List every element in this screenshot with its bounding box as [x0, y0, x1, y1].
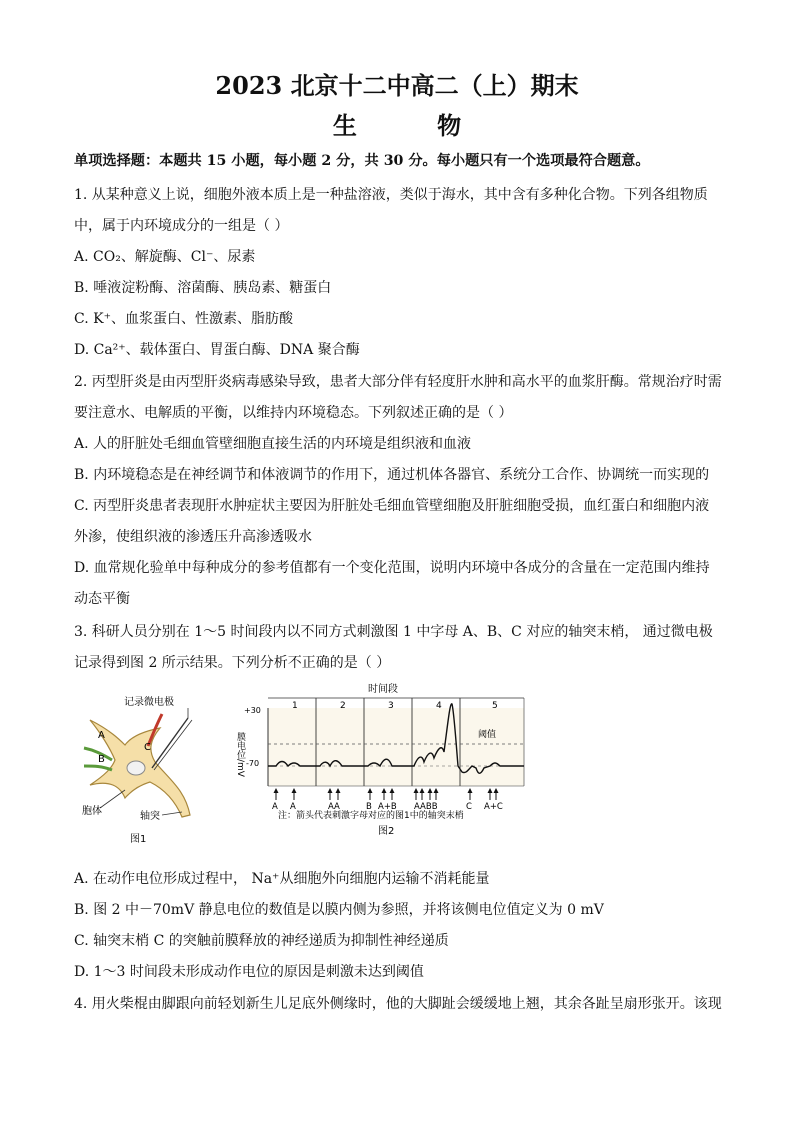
stimulus-label: A	[272, 802, 278, 812]
stimulus-arrow-head	[390, 788, 395, 793]
figure2-caption: 图2	[378, 826, 395, 837]
y-axis-label: 膜电位/mV	[235, 732, 245, 777]
q2-option-c-line2: 外渗，使组织液的渗透压升高渗透吸水	[74, 529, 312, 545]
stimulus-arrow-head	[336, 788, 341, 793]
q3-option-c: C. 轴突末梢 C 的突触前膜释放的神经递质为抑制性神经递质	[74, 933, 449, 949]
q4-stem-line1: 4. 用火柴棍由脚跟向前轻划新生儿足底外侧缘时，他的大脚趾会缓缓地上翘，其余各趾呈扇形张开。该现	[74, 996, 722, 1012]
q2-option-c-line1: C. 丙型肝炎患者表现肝水肿症状主要因为肝脏处毛细血管壁细胞及肝脏细胞受损，血红蛋白和细胞内液	[74, 498, 710, 514]
q2-stem-line2: 要注意水、电解质的平衡，以维持内环境稳态。下列叙述正确的是（ ）	[74, 405, 513, 421]
q3-stem-line1: 3. 科研人员分别在 1～5 时间段内以不同方式刺激图 1 中字母 A、B、C 对应的轴突末梢， 通过微电极	[74, 624, 713, 640]
stimulus-arrow-head	[368, 788, 373, 793]
stimulus-arrow-head	[434, 788, 439, 793]
stimulus-arrow-head	[328, 788, 333, 793]
period-label-5: 5	[492, 701, 498, 711]
stimulus-arrow-head	[274, 788, 279, 793]
stimulus-arrow-head	[420, 788, 425, 793]
period-label-2: 2	[340, 701, 346, 711]
q1-option-a: A. CO₂、解旋酶、Cl⁻、尿素	[74, 249, 256, 265]
q1-option-d: D. Ca²⁺、载体蛋白、胃蛋白酶、DNA 聚合酶	[74, 342, 360, 358]
threshold-label: 阈值	[478, 730, 497, 740]
q2-option-a: A. 人的肝脏处毛细血管壁细胞直接生活的内环境是组织液和血液	[74, 436, 472, 452]
figure2-note: 注：箭头代表刺激字母对应的图1中的轴突末梢	[278, 811, 464, 821]
stimulus-arrow-head	[292, 788, 297, 793]
label-electrode: 记录微电极	[124, 697, 174, 708]
q3-option-b: B. 图 2 中－70mV 静息电位的数值是以膜内侧为参照，并将该侧电位值定义为 0 mV	[74, 902, 604, 918]
q1-option-c: C. K⁺、血浆蛋白、性激素、脂肪酸	[74, 311, 293, 327]
nucleus-shape	[127, 761, 145, 775]
period-label-1: 1	[292, 701, 298, 711]
stimulus-arrow-head	[488, 788, 493, 793]
figure1-neuron	[70, 690, 230, 850]
stimulus-label: B	[366, 802, 372, 812]
stimulus-arrow-head	[494, 788, 499, 793]
q2-option-b: B. 内环境稳态是在神经调节和体液调节的作用下，通过机体各器官、系统分工合作、协调统一而实现的	[74, 467, 710, 483]
stimulus-label: A	[290, 802, 296, 812]
q3-stem-line2: 记录得到图 2 所示结果。下列分析不正确的是（ ）	[74, 655, 391, 671]
label-b: B	[98, 754, 105, 765]
q1-stem-line1: 1. 从某种意义上说，细胞外液本质上是一种盐溶液，类似于海水，其中含有多种化合物。下列各组物质	[74, 187, 708, 203]
stimulus-arrow-head	[414, 788, 419, 793]
q1-stem-line2: 中，属于内环境成分的一组是（ ）	[74, 218, 289, 234]
q2-option-d-line2: 动态平衡	[74, 591, 130, 607]
figure1-caption: 图1	[130, 834, 147, 845]
section-heading: 单项选择题：本题共 15 小题，每小题 2 分，共 30 分。每小题只有一个选项最符合题意。	[74, 153, 650, 169]
figure2-membrane-potential	[235, 682, 718, 842]
exam-title: 2023 北京十二中高二（上）期末	[215, 71, 579, 100]
stimulus-arrow-head	[428, 788, 433, 793]
stimulus-label: AABB	[414, 802, 438, 812]
q3-figures	[70, 684, 730, 850]
stimulus-arrow-head	[468, 788, 473, 793]
stimulus-label: AA	[328, 802, 340, 812]
q1-option-b: B. 唾液淀粉酶、溶菌酶、胰岛素、糖蛋白	[74, 280, 332, 296]
stimulus-label: A+C	[484, 802, 503, 812]
period-label-3: 3	[388, 701, 394, 711]
q3-option-a: A. 在动作电位形成过程中， Na⁺从细胞外向细胞内运输不消耗能量	[74, 871, 490, 887]
stimulus-label: A+B	[378, 802, 397, 812]
y-top-label: +30	[244, 706, 261, 715]
stimulus-arrow-head	[382, 788, 387, 793]
time-period-label: 时间段	[368, 684, 398, 695]
y-bottom-label: -70	[246, 759, 260, 768]
label-a: A	[98, 730, 105, 741]
label-soma: 胞体	[82, 806, 102, 817]
q2-option-d-line1: D. 血常规化验单中每种成分的参考值都有一个变化范围，说明内环境中各成分的含量在一定范围内维持	[74, 560, 710, 576]
subject-title: 生 物	[332, 111, 498, 140]
label-c: C	[144, 742, 151, 753]
period-label-4: 4	[436, 701, 442, 711]
terminal-b-shape	[84, 766, 112, 770]
label-axon: 轴突	[140, 811, 160, 822]
q3-option-d: D. 1～3 时间段未形成动作电位的原因是刺激未达到阈值	[74, 964, 424, 980]
q2-stem-line1: 2. 丙型肝炎是由丙型肝炎病毒感染导致，患者大部分伴有轻度肝水肿和高水平的血浆肝酶。常规治疗时需	[74, 374, 722, 390]
stimulus-label: C	[466, 802, 472, 812]
